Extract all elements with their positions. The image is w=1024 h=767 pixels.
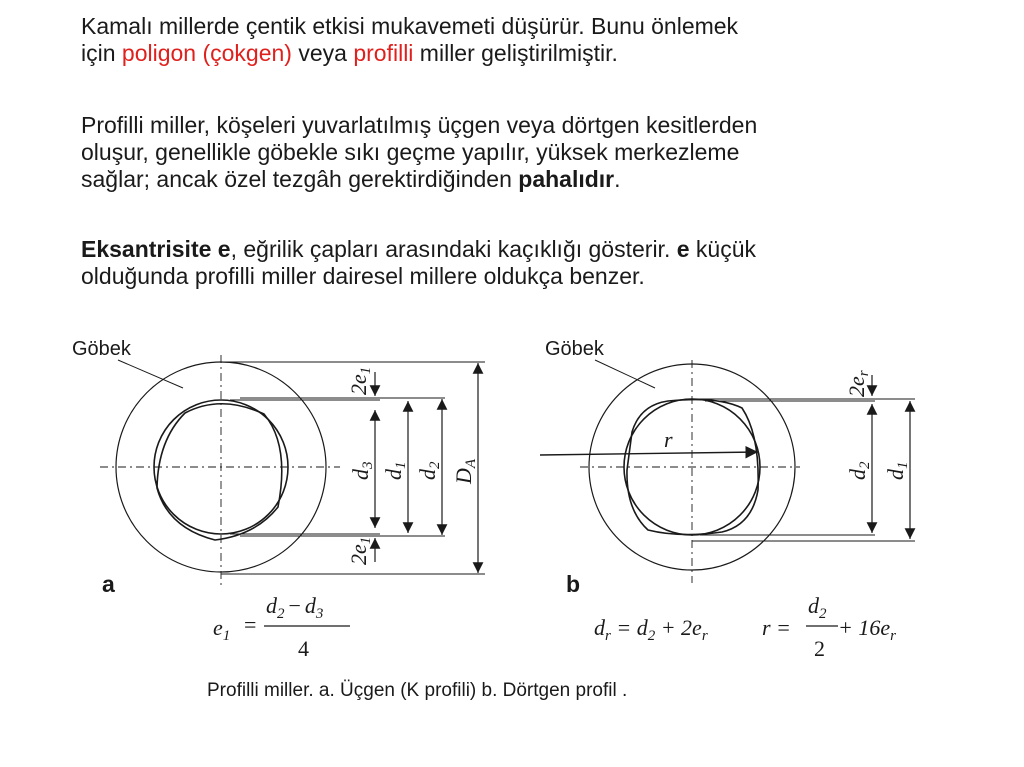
svg-text:+ 16er: [838, 615, 896, 644]
dim-a-2e1: 2e: [346, 374, 371, 395]
formula-a-eq: =: [244, 612, 257, 637]
p2-bold-expensive: pahalıdır: [518, 166, 615, 192]
figure-b: [540, 338, 915, 597]
formula-a-den: 4: [298, 636, 309, 661]
formula-b2-num: d: [808, 593, 819, 618]
svg-text:DA: [451, 458, 479, 485]
svg-text:e1: [213, 615, 230, 644]
formula-b2-num-sub: 2: [819, 606, 827, 622]
p1-red-polygon: poligon (çokgen): [121, 40, 292, 66]
formula-a-num-sub1: 2: [277, 606, 285, 622]
svg-text:d2: [415, 461, 443, 480]
svg-text:2e1: [346, 367, 374, 395]
svg-text:d2: [808, 593, 827, 622]
p2-line1: Profilli miller, köşeleri yuvarlatılmış üçgen veya dörtgen kesitlerden: [81, 112, 758, 138]
dim-a-DA: D: [451, 468, 476, 484]
dim-a-2e1-bottom: 2e: [346, 544, 371, 565]
formula-b2-rest-sub: r: [890, 628, 896, 644]
p2-line2: oluşur, genellikle göbekle sıkı geçme yapılır, yüksek merkezleme: [81, 139, 740, 165]
radius-label-r: r: [664, 427, 673, 452]
formula-b1-sub2: 2: [647, 628, 656, 644]
dim-a-d2-sub: 2: [427, 461, 443, 469]
formula-a-minus: −: [288, 593, 301, 618]
formula-b1-sub3: r: [701, 628, 708, 644]
formula-b: [594, 593, 896, 661]
dim-b-d2-sub: 2: [857, 461, 873, 469]
formula-a-lhs: e: [213, 615, 223, 640]
formula-a-num-d3: d: [304, 593, 316, 618]
dim-a-d1-sub: 1: [393, 461, 409, 469]
figure-caption: Profilli miller. a. Üçgen (K profili) b. Dörtgen profil .: [207, 680, 628, 701]
svg-text:d3: [348, 462, 376, 481]
dim-a-d3: d: [348, 469, 373, 480]
p3-bold-e: e: [676, 236, 690, 262]
p1-l2a: için: [81, 40, 122, 66]
dim-a-d2: d: [415, 469, 440, 480]
p2-l3a: sağlar; ancak özel tezgâh gerektirdiğinden: [81, 166, 519, 192]
svg-text:d1: [883, 462, 911, 481]
dim-b-2er: 2e: [844, 376, 869, 397]
p2-l3end: .: [614, 166, 621, 192]
p1-l2c: miller geliştirilmiştir.: [413, 40, 618, 66]
formula-a: [213, 593, 350, 661]
formula-b1-eq: = d: [610, 615, 648, 640]
formula-a-num-d2: d: [266, 593, 277, 618]
svg-text:2e1: [346, 537, 374, 565]
formula-b1-rest: + 2e: [655, 615, 702, 640]
p3-l1b: küçük: [689, 236, 757, 262]
p1-line1: Kamalı millerde çentik etkisi mukavemeti düşürür. Bunu önlemek: [81, 13, 739, 39]
p3-l1a: , eğrilik çapları arasındaki kaçıklığı gösterir.: [230, 236, 677, 262]
svg-text:dr = d2 + 2er: [594, 615, 708, 644]
formula-a-lhs-sub: 1: [222, 628, 231, 644]
figure-a: [72, 338, 485, 597]
sublabel-a: a: [102, 571, 115, 597]
sublabel-b: b: [566, 571, 581, 597]
dim-a-d3-sub: 3: [360, 461, 376, 469]
formula-b2-rest: + 16e: [838, 615, 891, 640]
p1-l2b: veya: [291, 40, 354, 66]
dim-b-d2: d: [845, 469, 870, 480]
hub-label-a: Göbek: [72, 338, 131, 360]
dim-b-d1: d: [883, 469, 908, 480]
dim-a-2e1-sub: 1: [358, 366, 374, 375]
dim-b-2er-sub: r: [856, 370, 872, 377]
svg-text:d1: [381, 462, 409, 481]
dim-b-d1-sub: 1: [895, 461, 911, 469]
formula-b1-dr-sub: r: [605, 628, 611, 644]
svg-text:2er: [844, 370, 872, 397]
formula-a-num-sub2: 3: [315, 606, 324, 622]
hub-label-b: Göbek: [545, 338, 604, 360]
svg-text:d2−d3: [266, 593, 323, 622]
svg-text:d2: [845, 461, 873, 480]
dim-a-d1: d: [381, 469, 406, 480]
p3-line2: olduğunda profilli miller dairesel millere oldukça benzer.: [81, 263, 645, 289]
formula-b2-den: 2: [814, 636, 825, 661]
formula-b2-lhs: r =: [762, 615, 791, 640]
dim-a-2e1-bottom-sub: 1: [358, 536, 374, 545]
p1-red-profilli: profilli: [353, 40, 414, 66]
p3-bold-eccentricity: Eksantrisite e: [81, 236, 231, 262]
dim-a-DA-sub: A: [463, 458, 479, 469]
formula-b1-dr: d: [594, 615, 605, 640]
